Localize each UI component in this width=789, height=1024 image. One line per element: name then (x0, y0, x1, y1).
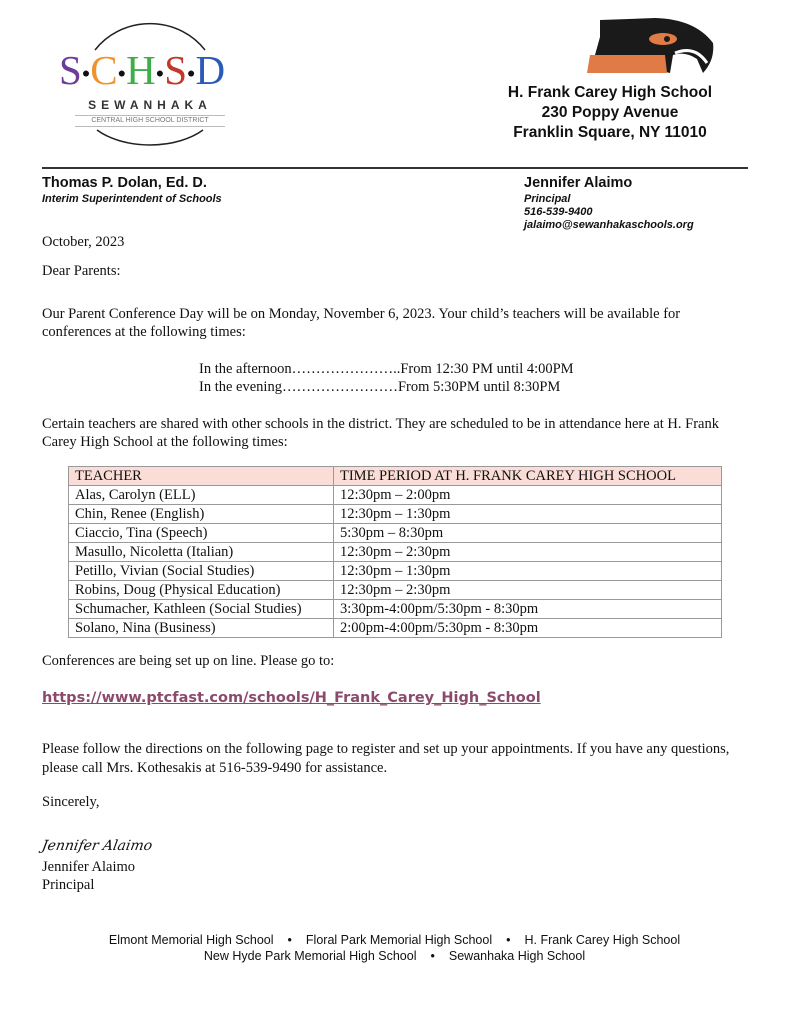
footer-school: H. Frank Carey High School (524, 933, 681, 947)
principal-title: Principal (524, 193, 571, 205)
footer-line-1 (0, 933, 789, 947)
table-header-row (69, 467, 722, 486)
evening-time: In the evening……………………From 5:30PM until 8:30PM (199, 379, 561, 395)
shared-teachers-paragraph: Certain teachers are shared with other schools in the district. They are scheduled to be in attendance here at H. Frank Carey High School at the following times: (42, 416, 719, 450)
table-row (69, 619, 722, 638)
principal-email: jalaimo@sewanhakaschools.org (524, 219, 694, 231)
online-note: Conferences are being set up on line. Please go to: (42, 653, 335, 669)
teacher-cell: Chin, Renee (English) (69, 505, 334, 524)
header-divider (42, 167, 748, 169)
closing: Sincerely, (42, 794, 100, 810)
time-cell: 5:30pm – 8:30pm (334, 524, 722, 543)
superintendent-title: Interim Superintendent of Schools (42, 193, 222, 205)
school-name: H. Frank Carey High School (507, 84, 713, 101)
signer-title: Principal (42, 877, 95, 893)
time-cell: 3:30pm-4:00pm/5:30pm - 8:30pm (334, 600, 722, 619)
teacher-schedule-table (68, 466, 722, 638)
logo-letter: D (195, 47, 226, 93)
table-row (69, 562, 722, 581)
time-cell: 12:30pm – 2:30pm (334, 543, 722, 562)
intro-paragraph: Our Parent Conference Day will be on Monday, November 6, 2023. Your child’s teachers will be available for conferences at the following times: (42, 306, 681, 340)
table-row (69, 543, 722, 562)
seahawk-logo-icon (585, 15, 717, 77)
table-row (69, 524, 722, 543)
header-time-period: TIME PERIOD AT H. FRANK CAREY HIGH SCHOOL (334, 467, 722, 486)
table-row (69, 505, 722, 524)
logo-letter: H (126, 47, 156, 93)
table-row (69, 486, 722, 505)
time-cell: 12:30pm – 2:30pm (334, 581, 722, 600)
logo-letter: S (59, 47, 82, 93)
afternoon-time: In the afternoon…………………..From 12:30 PM until 4:00PM (199, 361, 574, 377)
principal-phone: 516-539-9400 (524, 206, 593, 218)
principal-name: Jennifer Alaimo (524, 175, 633, 191)
logo-letter: C (90, 47, 118, 93)
footer-school: Sewanhaka High School (448, 949, 586, 963)
district-logo: S●C●H●S●D SEWANHAKA CENTRAL HIGH SCHOOL DISTRICT (55, 8, 245, 163)
footer-school: New Hyde Park Memorial High School (203, 949, 417, 963)
teacher-cell: Ciaccio, Tina (Speech) (69, 524, 334, 543)
footer-separator: • (506, 933, 511, 947)
teacher-cell: Alas, Carolyn (ELL) (69, 486, 334, 505)
footer-school: Elmont Memorial High School (108, 933, 274, 947)
letter-date: October, 2023 (42, 234, 125, 250)
teacher-cell: Robins, Doug (Physical Education) (69, 581, 334, 600)
logo-letter: S (164, 47, 187, 93)
greeting: Dear Parents: (42, 263, 121, 279)
ptcfast-link[interactable]: https://www.ptcfast.com/schools/H_Frank_Carey_High_School (42, 690, 541, 706)
logo-name: SEWANHAKA (88, 98, 212, 112)
table-row (69, 581, 722, 600)
signer-name: Jennifer Alaimo (42, 859, 136, 875)
time-cell: 12:30pm – 2:00pm (334, 486, 722, 505)
time-cell: 12:30pm – 1:30pm (334, 562, 722, 581)
logo-subtitle: CENTRAL HIGH SCHOOL DISTRICT (75, 115, 225, 127)
teacher-cell: Solano, Nina (Business) (69, 619, 334, 638)
school-city: Franklin Square, NY 11010 (513, 124, 707, 141)
teacher-cell: Masullo, Nicoletta (Italian) (69, 543, 334, 562)
superintendent-name: Thomas P. Dolan, Ed. D. (42, 175, 207, 191)
footer-school: Floral Park Memorial High School (305, 933, 493, 947)
footer-separator: • (430, 949, 435, 963)
teacher-cell: Petillo, Vivian (Social Studies) (69, 562, 334, 581)
teacher-cell: Schumacher, Kathleen (Social Studies) (69, 600, 334, 619)
time-cell: 12:30pm – 1:30pm (334, 505, 722, 524)
footer-line-2 (0, 949, 789, 963)
directions-paragraph: Please follow the directions on the following page to register and set up your appointments. If you have any questions, please call Mrs. Kothesakis at 516-539-9490 for assistance. (42, 741, 730, 776)
table-row (69, 600, 722, 619)
signature: Jennifer Alaimo (40, 838, 154, 854)
header-teacher: TEACHER (69, 467, 334, 486)
school-street: 230 Poppy Avenue (541, 104, 679, 121)
time-cell: 2:00pm-4:00pm/5:30pm - 8:30pm (334, 619, 722, 638)
footer-separator: • (287, 933, 292, 947)
